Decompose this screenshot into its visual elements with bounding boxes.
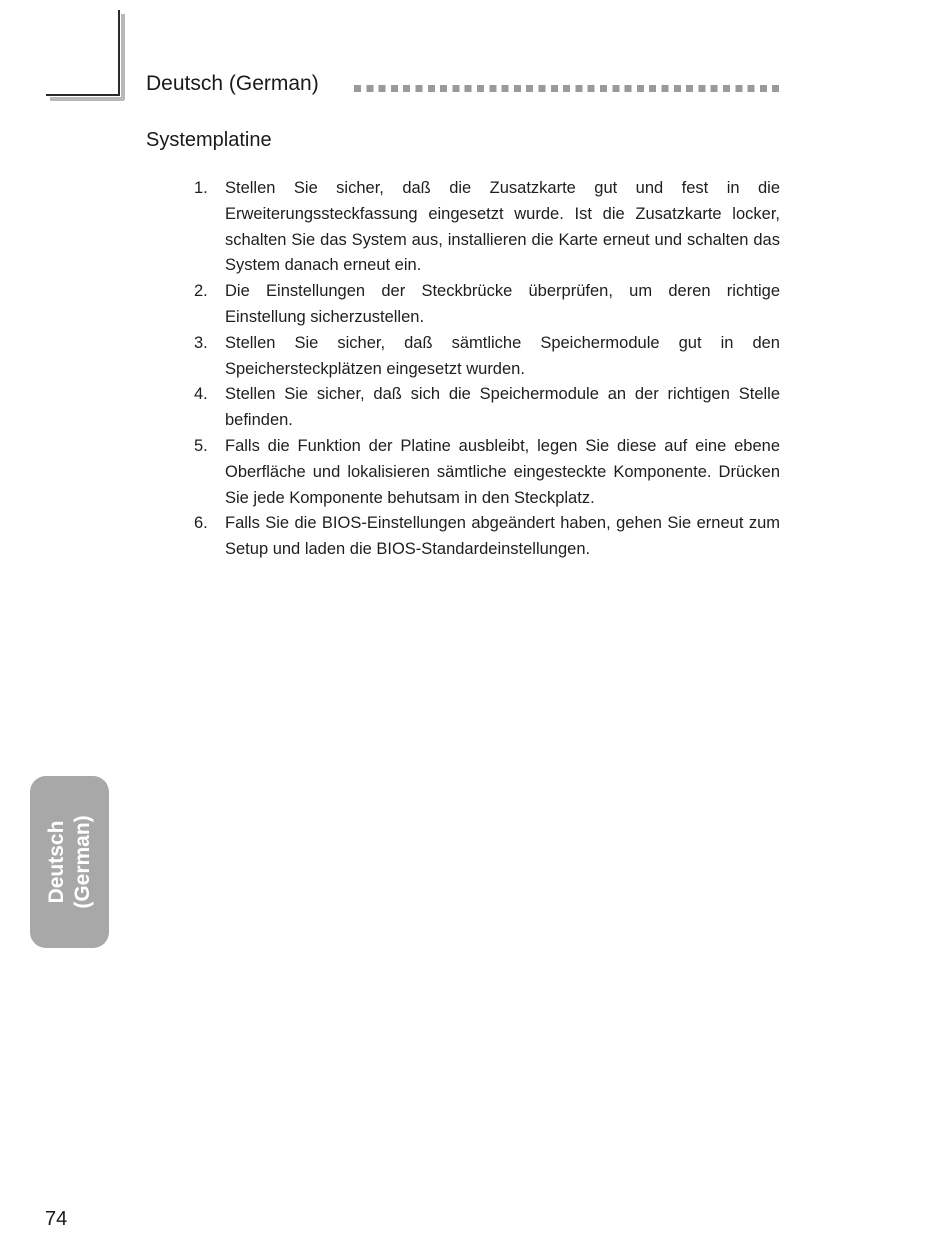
list-item — [180, 434, 780, 511]
list-item — [180, 279, 780, 331]
list-item-number: 1. — [194, 179, 208, 197]
section-header — [146, 70, 786, 100]
dotted-leader — [354, 85, 779, 92]
list-item-text: Falls Sie die BIOS-Einstellungen abgeändert haben, gehen Sie erneut zum Setup und laden die BIOS-Standardeinstellungen. — [225, 514, 780, 559]
list-item-text: Falls die Funktion der Platine ausbleibt, legen Sie diese auf eine ebene Oberfläche und lokalisieren sämtliche eingesteckte Komponente. Drücken Sie jede Komponente behutsam in den Steckplatz. — [225, 436, 780, 507]
page-number: 74 — [45, 1208, 68, 1230]
troubleshooting-steps — [180, 176, 780, 563]
page-heading: Systemplatine — [146, 129, 272, 151]
corner-mark-horizontal — [46, 94, 120, 96]
list-item — [180, 331, 780, 383]
list-item — [180, 511, 780, 563]
side-tab-label — [44, 815, 96, 908]
list-item-text: Stellen Sie sicher, daß sich die Speichermodule an der richtigen Stelle befinden. — [225, 385, 780, 430]
list-item-text: Stellen Sie sicher, daß sämtliche Speichermodule gut in den Speichersteckplätzen eingesetzt wurden. — [225, 333, 780, 378]
list-item-text: Stellen Sie sicher, daß die Zusatzkarte gut und fest in die Erweiterungssteckfassung eingesetzt wurde. Ist die Zusatzkarte locker, schalten Sie das System aus, installieren die Karte erneut und schalten das System danach erneut ein. — [225, 179, 780, 275]
list-item-number: 5. — [194, 436, 208, 455]
list-item-text: Die Einstellungen der Steckbrücke überprüfen, um deren richtige Einstellung sicherzustellen. — [225, 282, 780, 326]
list-item-number: 4. — [194, 385, 208, 404]
corner-mark-shadow-horizontal — [50, 97, 124, 101]
language-side-tab — [30, 776, 109, 948]
side-tab-line-1: Deutsch — [44, 820, 68, 904]
section-title: Deutsch (German) — [146, 72, 319, 95]
list-item — [180, 176, 780, 279]
side-tab-line-2: (German) — [70, 815, 94, 909]
list-item — [180, 382, 780, 434]
list-item-number: 3. — [194, 333, 208, 352]
list-item-number: 6. — [194, 514, 208, 533]
corner-mark-shadow-vertical — [121, 14, 125, 100]
corner-mark-vertical — [118, 10, 120, 96]
list-item-number: 2. — [194, 282, 208, 301]
